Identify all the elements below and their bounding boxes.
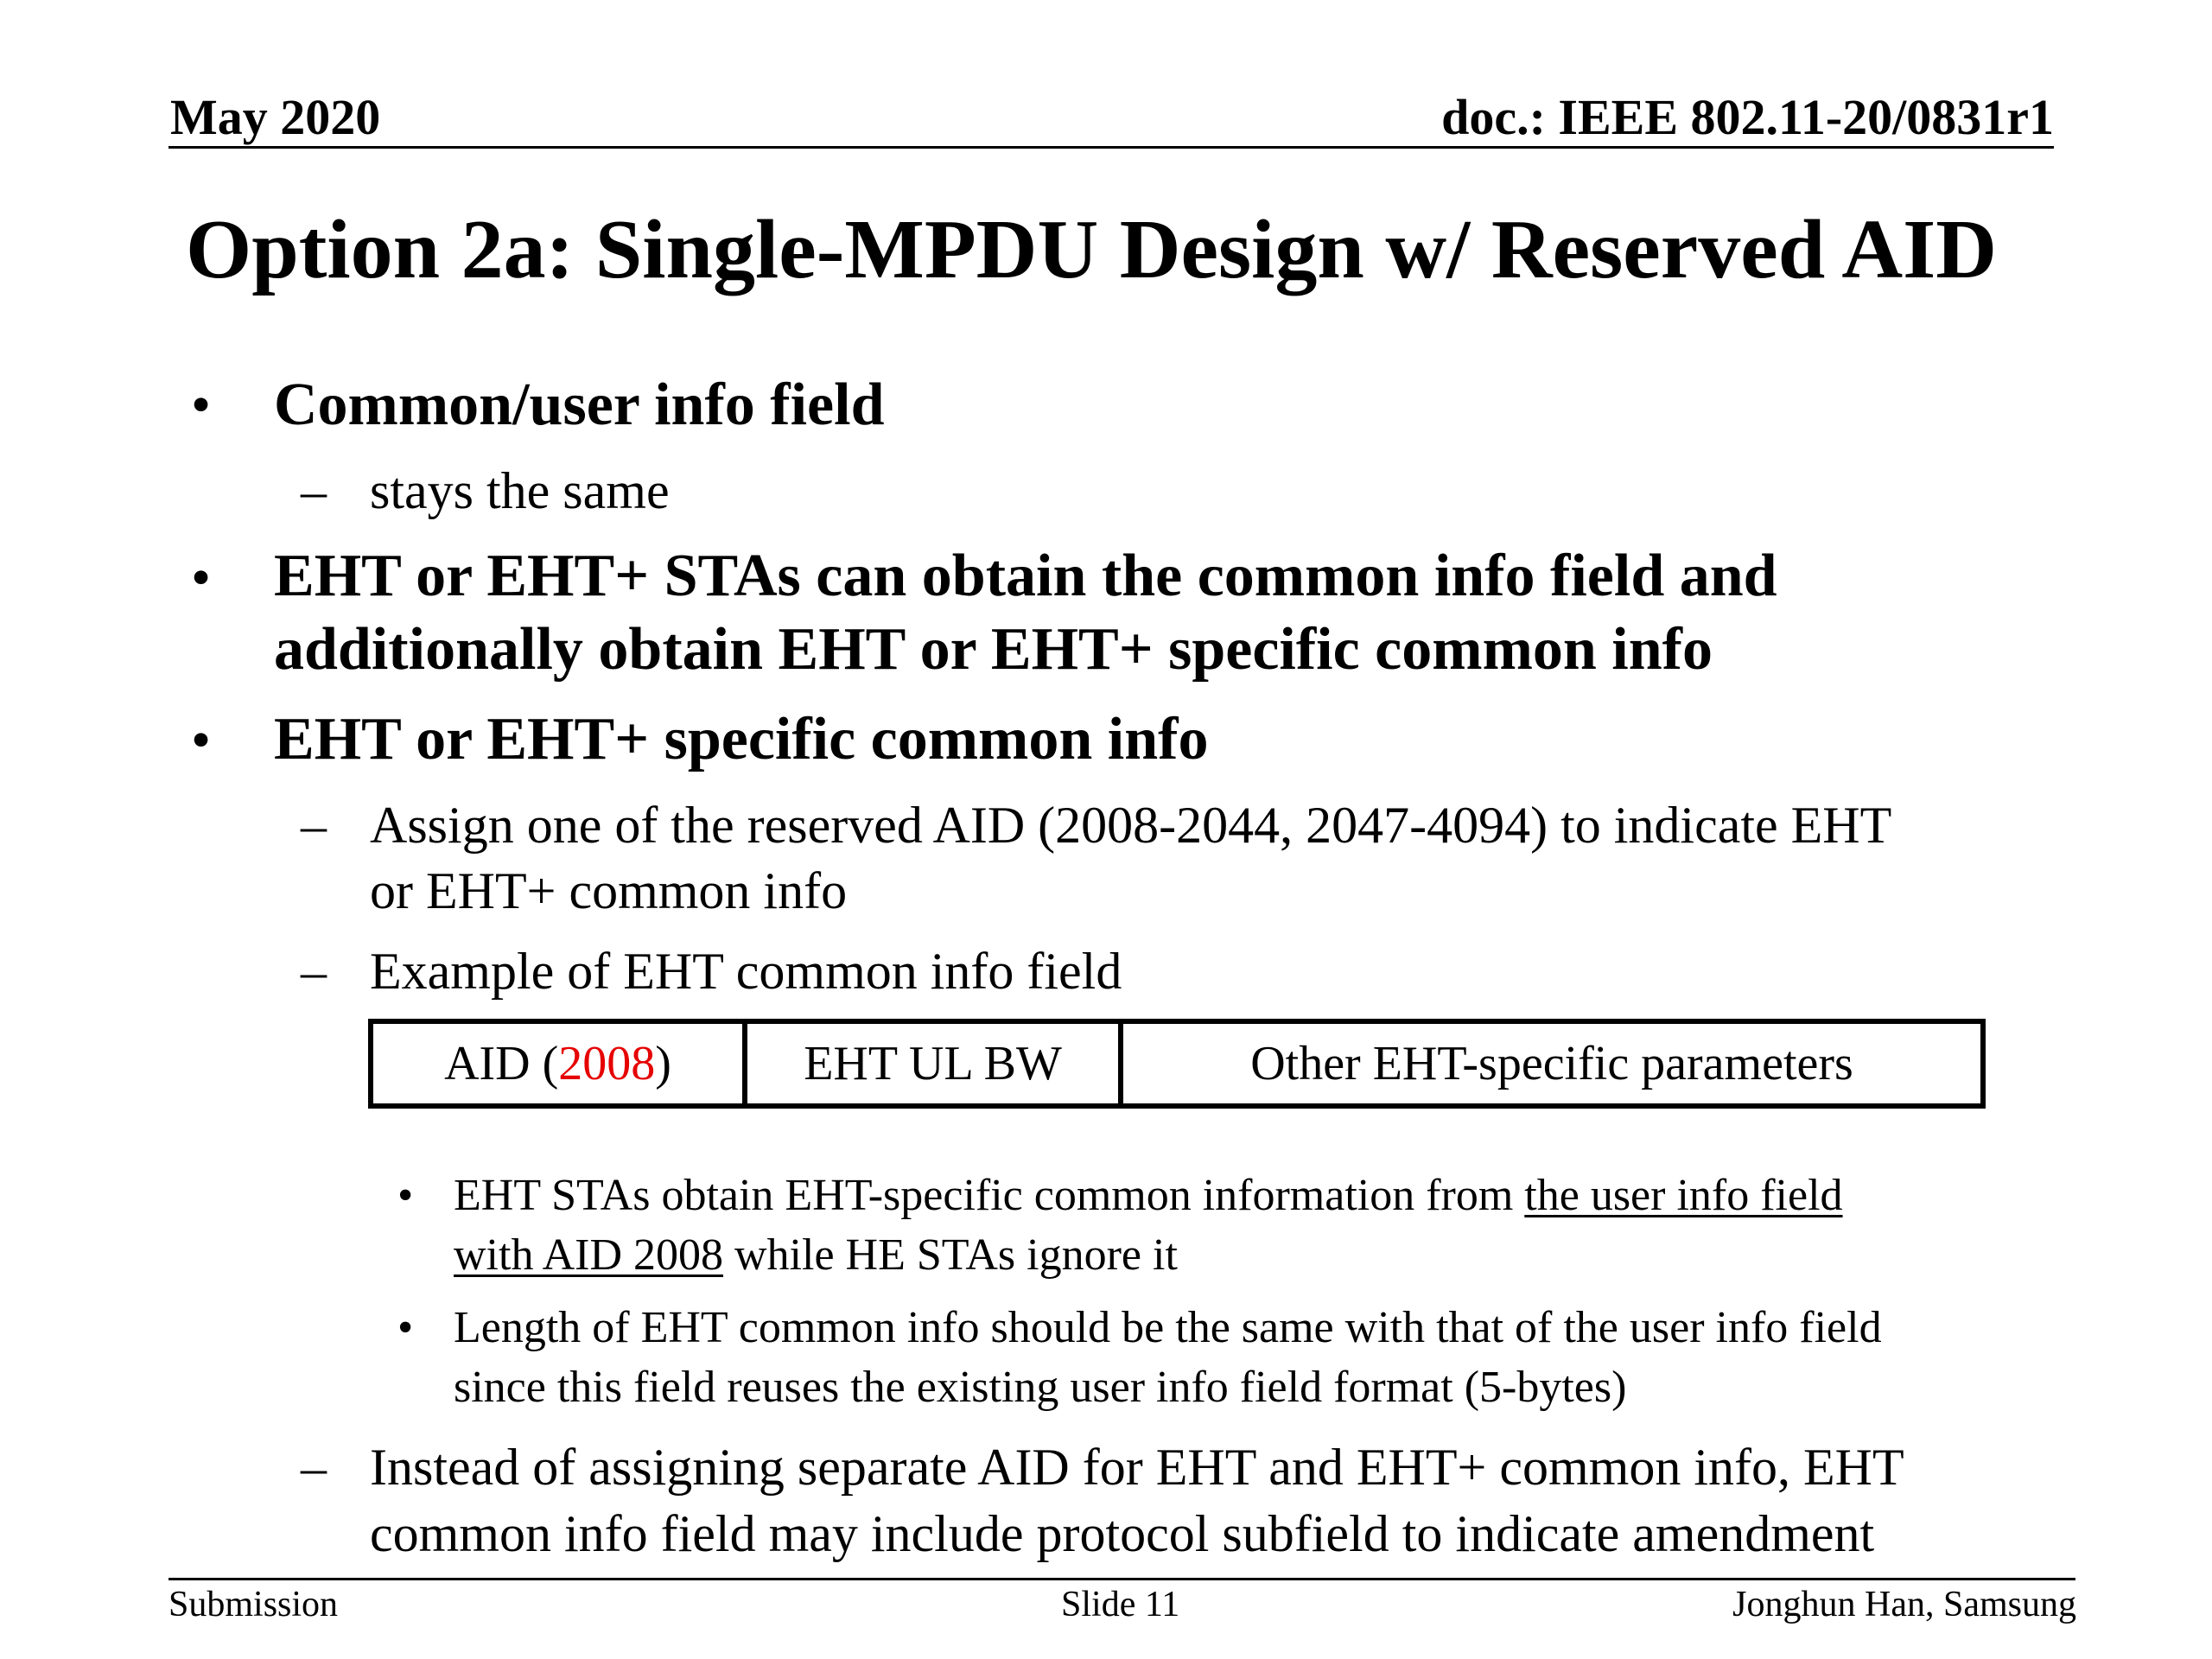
- bullet-eht-obtain-line1: EHT or EHT+ STAs can obtain the common info field and: [274, 543, 1777, 609]
- table-cell-other-params: Other EHT-specific parameters: [1118, 1024, 1980, 1103]
- dash-icon: –: [301, 943, 327, 1000]
- underline-user-info-field: the user info field: [1524, 1171, 1843, 1220]
- slide-title: Option 2a: Single-MPDU Design w/ Reserved AID: [186, 203, 1998, 296]
- aid-suffix: ): [655, 1037, 671, 1090]
- sub-stays-same: stays the same: [370, 462, 670, 519]
- bullet-common-user-info: Common/user info field: [274, 372, 885, 438]
- dash-icon: –: [301, 797, 327, 854]
- underline-aid-2008: with AID 2008: [454, 1230, 723, 1280]
- header-date: May 2020: [170, 89, 381, 145]
- sub-assign-aid-line2: or EHT+ common info: [370, 862, 848, 919]
- footer-slide-number: Slide 11: [1061, 1585, 1180, 1624]
- bullet-eht-specific: EHT or EHT+ specific common info: [274, 706, 1209, 772]
- bullet-icon: •: [397, 1171, 414, 1220]
- sub-eht-stas-line1: [454, 1166, 1843, 1225]
- sub-eht-stas-line2: [454, 1225, 1178, 1285]
- aid-value: 2008: [558, 1037, 656, 1090]
- sub-instead-line1: Instead of assigning separate AID for EHT and EHT+ common info, EHT: [370, 1439, 1904, 1496]
- sub-assign-aid-line1: Assign one of the reserved AID (2008-2044, 2047-4094) to indicate EHT: [370, 797, 1892, 854]
- table-cell-aid: [373, 1024, 742, 1103]
- footer-author: Jonghun Han, Samsung: [1732, 1585, 2076, 1624]
- bullet-icon: •: [397, 1303, 414, 1352]
- dash-icon: –: [301, 462, 327, 519]
- bullet-eht-obtain-line2: additionally obtain EHT or EHT+ specific common info: [274, 616, 1713, 683]
- sub-example: Example of EHT common info field: [370, 943, 1122, 1000]
- eht-common-info-field-table: [368, 1019, 1986, 1109]
- table-cell-ul-bw: EHT UL BW: [742, 1024, 1118, 1103]
- dash-icon: –: [301, 1439, 327, 1496]
- sub-length-line1: Length of EHT common info should be the same with that of the user info field: [454, 1303, 1882, 1352]
- bullet-icon: •: [191, 373, 212, 436]
- bullet-icon: •: [191, 546, 212, 609]
- sub-instead-line2: common info field may include protocol subfield to indicate amendment: [370, 1505, 1875, 1562]
- bullet-icon: •: [191, 709, 212, 772]
- header-divider: [168, 146, 2054, 149]
- footer-submission: Submission: [168, 1585, 339, 1624]
- footer-divider: [168, 1578, 2075, 1580]
- sub-length-line2: since this field reuses the existing user info field format (5-bytes): [454, 1363, 1627, 1412]
- aid-prefix: AID (: [444, 1037, 559, 1090]
- header-doc-id: doc.: IEEE 802.11-20/0831r1: [1441, 89, 2054, 145]
- sub-eht-stas-text: EHT STAs obtain EHT-specific common information from: [454, 1171, 1525, 1220]
- sub-eht-stas-tail: while HE STAs ignore it: [723, 1230, 1178, 1280]
